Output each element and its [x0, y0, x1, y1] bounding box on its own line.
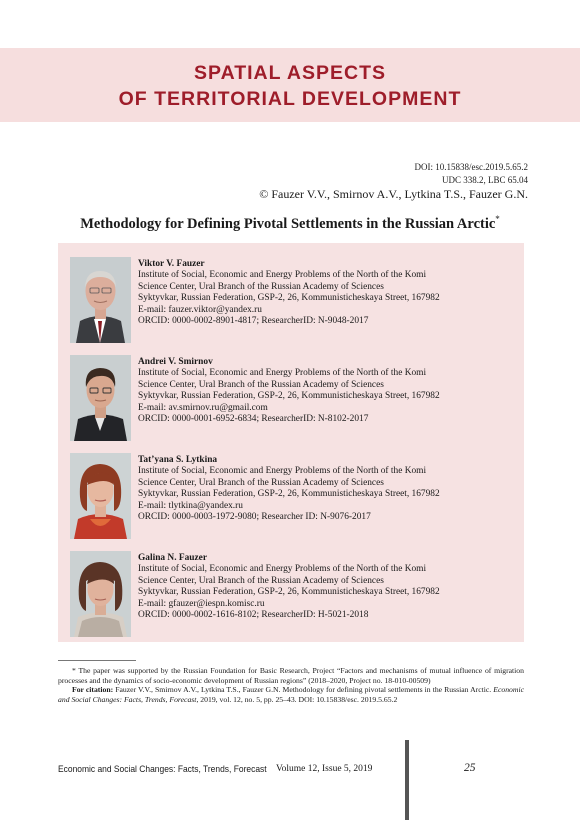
author-affiliation: Institute of Social, Economic and Energy Problems of the North of the Komi — [138, 466, 427, 477]
author-photo-tatyana — [70, 453, 131, 539]
citation-journal: Economic and Social Changes: Facts, Trends, Forecast — [58, 685, 525, 704]
author-info — [138, 259, 524, 327]
footnote — [58, 666, 524, 704]
author-ids: ORCID: 0000-0002-1616-8102; ResearcherID: H-5021-2018 — [138, 610, 369, 621]
author-photo-andrei — [70, 355, 131, 441]
author-photo-galina — [70, 551, 131, 637]
author-card — [58, 445, 524, 545]
doi: DOI: 10.15838/esc.2019.5.65.2 — [414, 162, 528, 172]
author-affiliation: Institute of Social, Economic and Energy Problems of the North of the Komi — [138, 564, 427, 575]
citation-authors: Fauzer V.V., Smirnov A.V., Lytkina T.S., Fauzer G.N. Methodology for defining pivotal settlements in the Russian Arctic. — [115, 685, 492, 695]
section-banner — [0, 48, 580, 122]
author-affiliation: Institute of Social, Economic and Energy Problems of the North of the Komi — [138, 270, 427, 281]
citation-label: For citation: — [72, 685, 114, 695]
author-card — [58, 543, 524, 643]
copyright: © Fauzer V.V., Smirnov A.V., Lytkina T.S., Fauzer G.N. — [259, 187, 528, 201]
author-email[interactable]: E-mail: av.smirnov.ru@gmail.com — [138, 402, 268, 413]
author-affiliation: Science Center, Ural Branch of the Russian Academy of Sciences — [138, 575, 384, 586]
author-email[interactable]: E-mail: gfauzer@iespn.komisc.ru — [138, 598, 265, 609]
section-title-line1: SPATIAL ASPECTS — [194, 62, 386, 84]
title-footnote-mark: * — [495, 214, 500, 224]
footnote-divider — [58, 660, 136, 661]
author-card — [58, 347, 524, 447]
author-name: Tat’yana S. Lytkina — [138, 455, 218, 465]
author-name: Andrei V. Smirnov — [138, 357, 213, 367]
author-address: Syktyvkar, Russian Federation, GSP-2, 26, Kommunisticheskaya Street, 167982 — [138, 293, 440, 304]
author-address: Syktyvkar, Russian Federation, GSP-2, 26, Kommunisticheskaya Street, 167982 — [138, 489, 440, 500]
citation-tail: , 2019, vol. 12, no. 5, pp. 25–43. DOI: 10.15838/esc. 2019.5.65.2 — [196, 694, 398, 704]
section-title-line2: OF TERRITORIAL DEVELOPMENT — [118, 88, 462, 110]
udc: UDC 338.2, LBC 65.04 — [441, 175, 528, 185]
author-affiliation: Institute of Social, Economic and Energy Problems of the North of the Komi — [138, 368, 427, 379]
author-name: Viktor V. Fauzer — [138, 259, 205, 269]
author-info — [138, 455, 524, 523]
author-email[interactable]: E-mail: fauzer.viktor@yandex.ru — [138, 304, 262, 315]
article-title — [0, 214, 580, 233]
author-info — [138, 357, 524, 425]
author-ids: ORCID: 0000-0003-1972-9080; Researcher ID: N-9076-2017 — [138, 512, 371, 523]
author-address: Syktyvkar, Russian Federation, GSP-2, 26, Kommunisticheskaya Street, 167982 — [138, 587, 440, 598]
footer-divider — [405, 740, 409, 820]
author-info — [138, 553, 524, 621]
citation-note — [58, 685, 524, 704]
author-affiliation: Science Center, Ural Branch of the Russian Academy of Sciences — [138, 281, 384, 292]
author-ids: ORCID: 0000-0001-6952-6834; ResearcherID: N-8102-2017 — [138, 414, 369, 425]
author-ids: ORCID: 0000-0002-8901-4817; ResearcherID: N-9048-2017 — [138, 316, 369, 327]
page-number: 25 — [464, 762, 476, 774]
article-title-text: Methodology for Defining Pivotal Settlements in the Russian Arctic — [80, 215, 496, 232]
author-affiliation: Science Center, Ural Branch of the Russian Academy of Sciences — [138, 477, 384, 488]
footer-journal: Economic and Social Changes: Facts, Trends, Forecast — [58, 764, 267, 774]
footer-issue: Volume 12, Issue 5, 2019 — [276, 764, 373, 774]
authors-panel — [58, 243, 524, 642]
funding-note: * The paper was supported by the Russian Foundation for Basic Research, Project “Factors and mechanisms of mutual influence of migration processes and the dynamics of socio-economic development of Russian regions” (2018–2020, Project no. 18-010-00509) — [58, 666, 524, 685]
author-photo-viktor — [70, 257, 131, 343]
author-card — [58, 249, 524, 349]
author-email[interactable]: E-mail: tlytkina@yandex.ru — [138, 500, 243, 511]
author-address: Syktyvkar, Russian Federation, GSP-2, 26, Kommunisticheskaya Street, 167982 — [138, 391, 440, 402]
author-name: Galina N. Fauzer — [138, 553, 208, 563]
author-affiliation: Science Center, Ural Branch of the Russian Academy of Sciences — [138, 379, 384, 390]
